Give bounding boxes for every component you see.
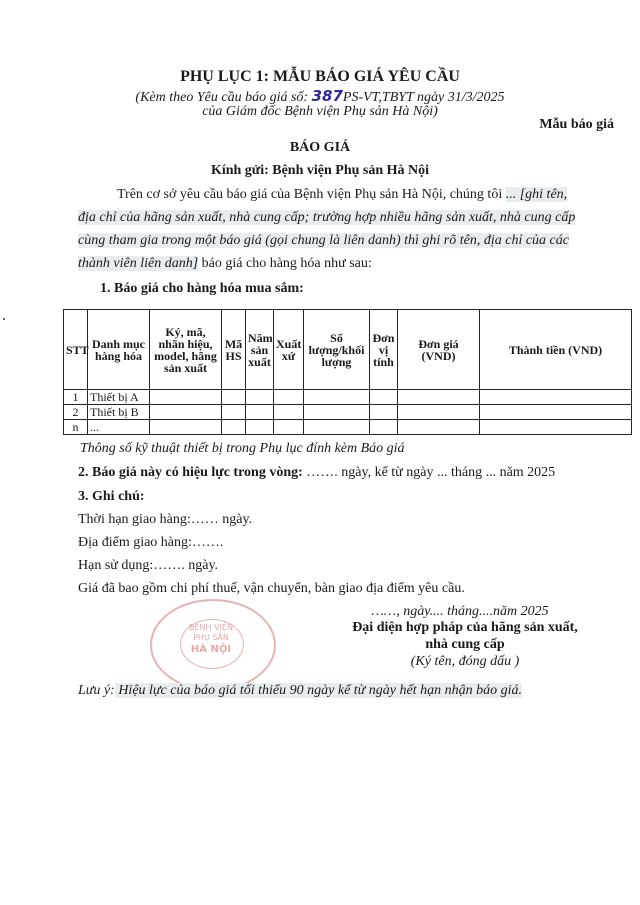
validity-label: 2. Báo giá này có hiệu lực trong vòng: bbox=[78, 465, 303, 480]
cell-unit-price bbox=[398, 390, 480, 405]
validity-line bbox=[78, 465, 555, 481]
intro-tail: báo giá cho hàng hóa như sau: bbox=[198, 256, 372, 271]
delivery-place: Địa điểm giao hàng:……. bbox=[78, 535, 224, 550]
reference-prefix: (Kèm theo Yêu cầu báo giá số: bbox=[135, 90, 312, 105]
stamp-seal bbox=[150, 599, 276, 691]
col-header-year: Năm sản xuất bbox=[246, 310, 274, 390]
col-header-stt: STT bbox=[64, 310, 88, 390]
cell-unit bbox=[370, 420, 398, 435]
intro-italic-3: cùng tham gia trong một báo giá (gọi chung là liên danh) thì ghi rõ tên, địa chỉ của các bbox=[78, 233, 569, 248]
table-header-row bbox=[64, 310, 632, 390]
cell-origin bbox=[274, 420, 304, 435]
cell-total bbox=[480, 390, 632, 405]
price-table bbox=[63, 309, 632, 435]
intro-italic-2: địa chỉ của hãng sản xuất, nhà cung cấp; trường hợp nhiều hãng sản xuất, nhà cung cấp bbox=[78, 210, 576, 225]
price-note: Giá đã bao gồm chi phí thuế, vận chuyển, bàn giao địa điểm yêu cầu. bbox=[78, 581, 465, 596]
col-header-total: Thành tiền (VND) bbox=[480, 310, 632, 390]
cell-item: Thiết bị A bbox=[88, 390, 150, 405]
delivery-time: Thời hạn giao hàng:…… ngày. bbox=[78, 512, 253, 527]
cell-year bbox=[246, 405, 274, 420]
cell-year bbox=[246, 420, 274, 435]
col-header-unit-price: Đơn giá (VND) bbox=[398, 310, 480, 390]
cell-unit bbox=[370, 390, 398, 405]
cell-item: ... bbox=[88, 420, 150, 435]
signature-line-2: nhà cung cấp bbox=[425, 637, 505, 652]
reference-suffix: PS-VT,TBYT ngày 31/3/2025 bbox=[342, 90, 505, 105]
scan-speck bbox=[3, 318, 5, 320]
footer-note bbox=[78, 683, 522, 699]
footer-label: Lưu ý: bbox=[78, 683, 115, 698]
cell-origin bbox=[274, 390, 304, 405]
cell-model bbox=[150, 420, 222, 435]
table-note: Thông số kỹ thuật thiết bị trong Phụ lục đính kèm Báo giá bbox=[80, 441, 405, 456]
col-header-quantity: Số lượng/khối lượng bbox=[304, 310, 370, 390]
signature-line-1: Đại diện hợp pháp của hãng sản xuất, bbox=[352, 620, 578, 635]
expiry: Hạn sử dụng:……. ngày. bbox=[78, 558, 219, 573]
appendix-title: PHỤ LỤC 1: MẪU BÁO GIÁ YÊU CẦU bbox=[180, 68, 460, 85]
cell-quantity bbox=[304, 405, 370, 420]
intro-line-2 bbox=[78, 210, 575, 226]
col-header-origin: Xuất xứ bbox=[274, 310, 304, 390]
reference-line-2: của Giám đốc Bệnh viện Phụ sản Hà Nội) bbox=[202, 104, 438, 119]
cell-hs bbox=[222, 405, 246, 420]
quote-heading: BÁO GIÁ bbox=[289, 140, 351, 155]
stamp-line-2: PHỤ SẢN bbox=[193, 633, 229, 642]
cell-item: Thiết bị B bbox=[88, 405, 150, 420]
cell-unit bbox=[370, 405, 398, 420]
cell-quantity bbox=[304, 390, 370, 405]
cell-origin bbox=[274, 405, 304, 420]
table-row bbox=[64, 405, 632, 420]
validity-value: ……. ngày, kể từ ngày ... tháng ... năm 2025 bbox=[302, 465, 556, 480]
cell-year bbox=[246, 390, 274, 405]
cell-stt: 1 bbox=[64, 390, 88, 405]
intro-line-1 bbox=[117, 187, 567, 203]
signature-date: ……, ngày.... tháng....năm 2025 bbox=[371, 604, 549, 619]
intro-italic-4: thành viên liên danh] bbox=[78, 256, 199, 271]
table-row bbox=[64, 390, 632, 405]
col-header-item: Danh mục hàng hóa bbox=[88, 310, 150, 390]
cell-hs bbox=[222, 390, 246, 405]
footer-text: Hiệu lực của báo giá tối thiểu 90 ngày kể từ ngày hết hạn nhận báo giá. bbox=[114, 683, 523, 698]
cell-stt: 2 bbox=[64, 405, 88, 420]
cell-total bbox=[480, 420, 632, 435]
cell-unit-price bbox=[398, 420, 480, 435]
col-header-model: Ký, mã, nhãn hiệu, model, hãng sản xuất bbox=[150, 310, 222, 390]
stamp-text bbox=[152, 623, 270, 656]
signature-line-3: (Ký tên, đóng dấu ) bbox=[410, 654, 520, 669]
cell-total bbox=[480, 405, 632, 420]
recipient-line bbox=[0, 163, 640, 179]
cell-model bbox=[150, 390, 222, 405]
intro-line-3 bbox=[78, 233, 569, 249]
stamp-line-1: BỆNH VIỆN bbox=[189, 623, 233, 632]
form-label: Mẫu báo giá bbox=[539, 117, 614, 132]
table-row bbox=[64, 420, 632, 435]
stamp-line-3: HÀ NỘI bbox=[190, 644, 232, 655]
intro-italic-1: ... [ghi tên, bbox=[505, 187, 568, 202]
col-header-unit: Đơn vị tính bbox=[370, 310, 398, 390]
section-3-title: 3. Ghi chú: bbox=[78, 489, 145, 504]
section-1-title: 1. Báo giá cho hàng hóa mua sắm: bbox=[100, 281, 304, 296]
col-header-hs: Mã HS bbox=[222, 310, 246, 390]
cell-stt: n bbox=[64, 420, 88, 435]
cell-unit-price bbox=[398, 405, 480, 420]
cell-model bbox=[150, 405, 222, 420]
handwritten-number: 387 bbox=[311, 87, 343, 105]
recipient: Kính gửi: Bệnh viện Phụ sản Hà Nội bbox=[210, 163, 430, 178]
intro-plain: Trên cơ sở yêu cầu báo giá của Bệnh viện Phụ sản Hà Nội, chúng tôi bbox=[117, 187, 506, 202]
intro-line-4 bbox=[78, 256, 372, 272]
cell-hs bbox=[222, 420, 246, 435]
cell-quantity bbox=[304, 420, 370, 435]
